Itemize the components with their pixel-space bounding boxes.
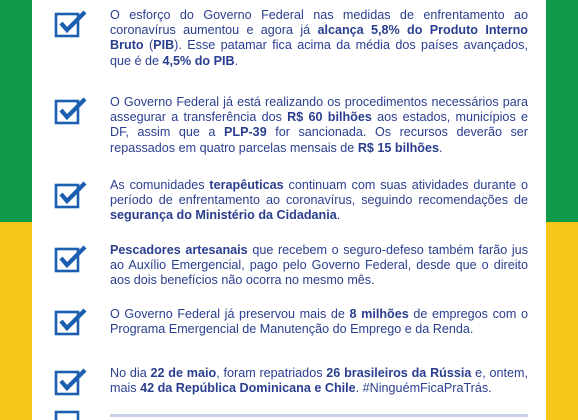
- text-segment: ). Esse patamar fica acima da média dos países avançados, que é de: [110, 38, 528, 68]
- text-segment: .: [355, 381, 363, 396]
- text-segment: O esforço do Governo Federal nas medidas de enfrentamento ao coronavírus aumentou e agora já: [110, 8, 528, 38]
- text-segment: que recebem o seguro-defeso também farão jus ao Auxílio Emergencial, pago pelo Governo Federal, desde que o direito aos dois benefícios não ocorra no mesmo mês.: [110, 243, 528, 288]
- text-segment: As comunidades: [110, 178, 210, 192]
- bold-text: 8 milhões: [349, 307, 409, 321]
- text-segment: .: [439, 140, 443, 155]
- item-text: [110, 366, 528, 396]
- text-segment: , foram repatriados: [216, 366, 327, 380]
- bold-text: 22 de maio: [150, 366, 217, 380]
- text-segment: (: [143, 38, 154, 53]
- bold-text: 4,5% do PIB: [162, 53, 235, 68]
- content-panel: [32, 0, 546, 420]
- text-segment: e, ontem, mais: [110, 366, 528, 396]
- right-border-green: [546, 0, 578, 222]
- item-text: [110, 8, 528, 69]
- bold-text: 26 brasileiros da Rússia: [326, 366, 472, 380]
- item-text: [110, 178, 528, 224]
- checkmark-icon: [54, 97, 88, 127]
- bold-text: R$ 15 bilhões: [357, 140, 440, 155]
- bold-text: R$ 60 bilhões: [287, 110, 372, 125]
- bold-text: segurança do Ministério da Cidadania: [110, 208, 337, 223]
- left-border-green: [0, 0, 32, 222]
- checkmark-icon: [54, 10, 88, 40]
- item-text: [110, 307, 528, 337]
- text-segment: de empregos com o Programa Emergencial de Manutenção do Emprego e da Renda.: [110, 307, 528, 337]
- text-segment: .: [336, 208, 341, 223]
- text-segment: #NinguémFicaPraTrás: [362, 381, 489, 396]
- text-segment: No dia: [110, 366, 151, 380]
- bold-text: terapêuticas: [209, 178, 284, 192]
- text-segment: O Governo Federal já está realizando os procedimentos necessários para assegurar a transferência dos: [110, 95, 528, 125]
- text-segment: O Governo Federal já preservou mais de: [110, 307, 350, 321]
- right-border: [546, 0, 578, 420]
- checkmark-icon: [54, 181, 88, 211]
- checkmark-icon: [54, 308, 88, 338]
- left-border-yellow: [0, 222, 32, 420]
- bold-text: PIB: [153, 38, 175, 53]
- item-text: [110, 95, 528, 156]
- text-segment: continuam com suas atividades durante o período de enfrentamento ao coronavírus, seguindo recomendações de: [110, 178, 528, 208]
- left-border: [0, 0, 32, 420]
- text-segment: .: [488, 381, 492, 396]
- bold-text: PLP-39: [224, 125, 267, 140]
- checkbox-icon: [54, 410, 88, 420]
- right-border-yellow: [546, 222, 578, 420]
- text-segment: .: [234, 53, 239, 68]
- checkmark-icon: [54, 245, 88, 275]
- checkmark-icon: [54, 368, 88, 398]
- bold-text: Pescadores artesanais: [110, 243, 248, 257]
- cut-off-text: [110, 411, 528, 420]
- text-segment: aos estados, municípios e DF, assim que a: [110, 110, 528, 140]
- text-segment: for sancionada. Os recursos deverão ser repassados em quatro parcelas mensais de: [110, 125, 529, 155]
- item-text: [110, 243, 528, 289]
- bold-text: 42 da República Dominicana e Chile: [140, 381, 356, 396]
- bold-text: alcança 5,8% do Produto Interno Bruto: [110, 23, 528, 53]
